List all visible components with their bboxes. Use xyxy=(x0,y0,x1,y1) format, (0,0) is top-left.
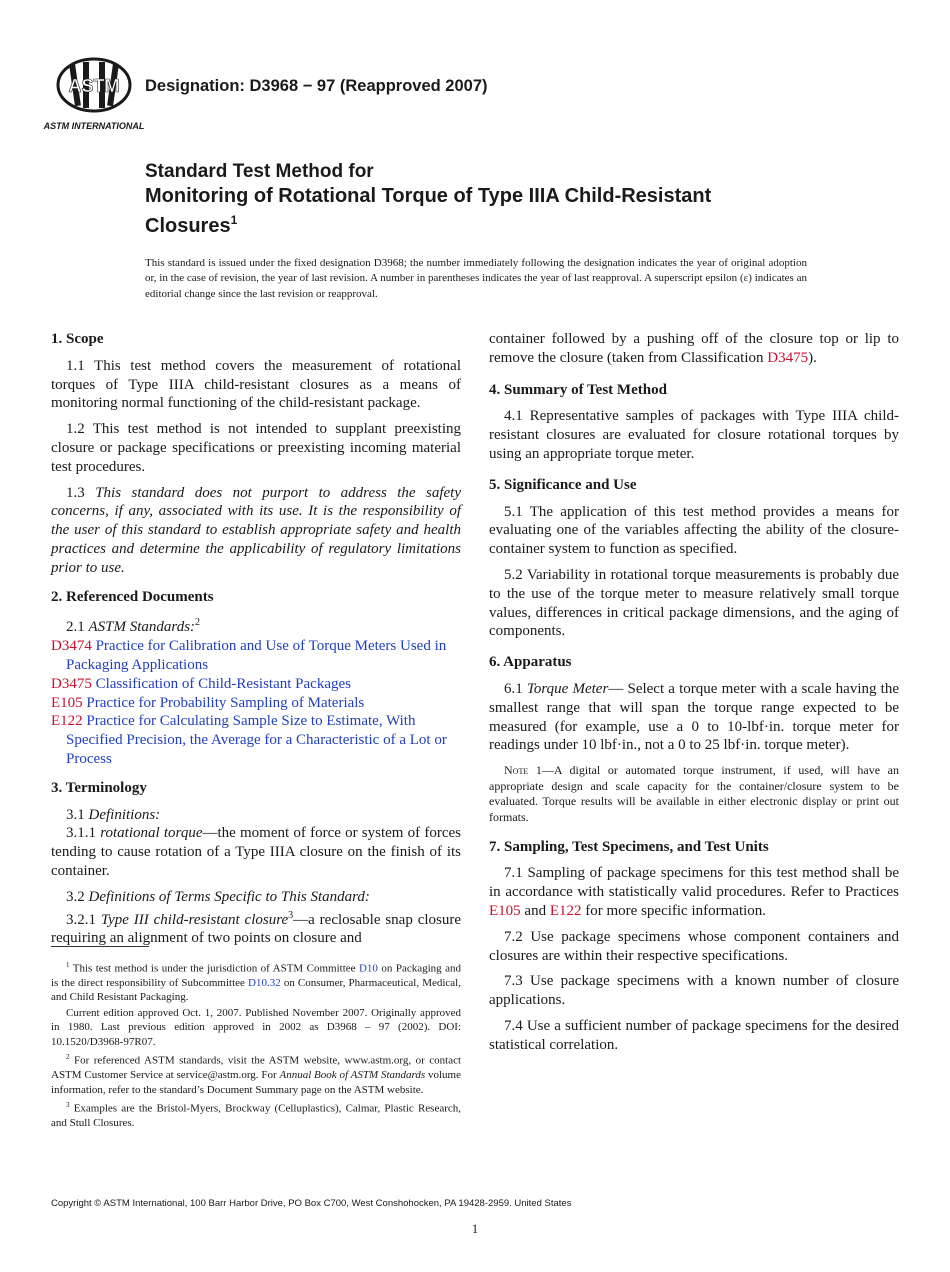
e122-link[interactable]: E122 xyxy=(549,902,582,919)
paragraph-3-2-1: 3.2.1 Type III child-resistant closure$^3$—a reclosable snap closure requiring an alignment of two points on closure and xyxy=(51,909,462,947)
d3475-link[interactable]: D3475 xyxy=(767,349,809,366)
e105-link[interactable]: E105 xyxy=(489,902,521,919)
paragraph-7-2: 7.2 Use package specimens whose component containers and closures are within their respective specifications. xyxy=(489,928,899,964)
section-heading-referenced-documents: 2. Referenced Documents xyxy=(51,588,214,605)
designation: Designation: D3968 − 97 (Reapproved 2007) xyxy=(145,77,488,95)
subcommittee-link[interactable]: D10.32 xyxy=(248,977,281,990)
note-1: Note 1—A digital or automated torque instrument, if used, will have an appropriate design and scale capacity for the container/closure system to be evaluated. Torque results will be available in either electronic display or print out formats. xyxy=(489,763,899,824)
reference-item[interactable]: D3475 Classification of Child-Resistant Packages xyxy=(51,675,351,692)
reference-item[interactable]: D3474 Practice for Calibration and Use of Torque Meters Used in Packaging Applications xyxy=(51,638,447,673)
paragraph-3-1: 3.1 Definitions: xyxy=(66,806,161,823)
paragraph-1-1: 1.1 This test method covers the measurement of rotational torques of Type IIIA child-resistant closures as a means of monitoring normal functioning of the child-resistant package. xyxy=(51,357,461,412)
paragraph-6-1: 6.1 Torque Meter— Select a torque meter with a scale having the smallest range that will span the torque range expected to be measured (for example, use a 0 to 10-lbf·in. torque meter for readings under 10 lbf·in., not a 0 to 25 lbf·in. torque meter). xyxy=(489,680,899,754)
standard-notice: This standard is issued under the fixed designation D3968; the number immediately following the designation indicates the year of original adoption or, in the case of revision, the year of last revision. A number in parentheses indicates the year of last reapproval. A superscript epsilon (ε) indicates an editorial change since the last revision or reapproval. xyxy=(145,257,807,300)
page-number: 1 xyxy=(471,1222,479,1236)
section-heading-scope: 1. Scope xyxy=(51,331,104,347)
paragraph-5-1: 5.1 The application of this test method provides a means for evaluating one of the variables affecting the ability of the closure-container system to function as specified. xyxy=(489,503,899,558)
footnote-divider xyxy=(51,946,149,947)
paragraph-1-2: 1.2 This test method is not intended to supplant preexisting closure or package specifications or preexisting incoming material test procedures. xyxy=(51,421,461,475)
footnote-2: $^2$ For referenced ASTM standards, visit the ASTM website, www.astm.org, or contact ASTM Customer Service at service@astm.org. For Annual Book of ASTM Standards volume information, refer to the standard’s Document Summary page on the ASTM website. xyxy=(51,1053,462,1096)
svg-text:ASTM: ASTM xyxy=(68,76,120,96)
paragraph-2-1: 2.1 ASTM Standards:$^2$ xyxy=(66,617,201,636)
title-footnote-mark: 1 xyxy=(230,213,238,227)
logo-wordmark: ASTM INTERNATIONAL xyxy=(43,121,145,131)
reference-item[interactable]: E122 Practice for Calculating Sample Size to Estimate, With Specified Precision, the Average for a Characteristic of a Lot or Process xyxy=(51,713,447,767)
section-heading-summary: 4. Summary of Test Method xyxy=(489,381,667,398)
title-line-1: Standard Test Method for xyxy=(145,161,374,182)
left-column xyxy=(51,330,461,955)
paragraph-3-2-1-continued: container followed by a pushing off of the closure top or lip to remove the closure (taken from Classification D3475). xyxy=(489,331,899,366)
right-column xyxy=(489,330,899,1061)
footnotes xyxy=(51,958,461,1131)
paragraph-3-1-1: 3.1.1 rotational torque—the moment of force or system of forces tending to cause rotation of a Type IIIA closure on the finish of its container. xyxy=(51,825,462,879)
footnote-3: $^3$ Examples are the Bristol-Myers, Brockway (Celluplastics), Calmar, Plastic Research, and Stull Closures. xyxy=(51,1100,462,1130)
title-line-3: Closures$^1$ xyxy=(145,213,238,237)
section-heading-significance: 5. Significance and Use xyxy=(489,476,637,493)
section-heading-apparatus: 6. Apparatus xyxy=(489,654,572,671)
paragraph-7-4: 7.4 Use a sufficient number of package specimens for the desired statistical correlation. xyxy=(489,1017,899,1053)
footnote-1: $^1$ This test method is under the jurisdiction of ASTM Committee D10 on Packaging and is the direct responsibility of Subcommittee D10.32 on Consumer, Pharmaceutical, Medical, and Child Resistant Packaging. xyxy=(51,961,461,1004)
section-heading-terminology: 3. Terminology xyxy=(51,779,147,796)
paragraph-5-2: 5.2 Variability in rotational torque measurements is probably due to the use of the torque meter to measure relatively small torque values, differences in critical package dimensions, and the aging of components. xyxy=(489,566,899,640)
title-line-2: Monitoring of Rotational Torque of Type IIIA Child-Resistant xyxy=(145,185,712,207)
astm-international-logo xyxy=(43,58,145,134)
copyright-notice: Copyright © ASTM International, 100 Barr Harbor Drive, PO Box C700, West Conshohocken, PA 19428-2959. United States xyxy=(51,1198,572,1209)
paragraph-7-3: 7.3 Use package specimens with a known number of closure applications. xyxy=(489,973,899,1009)
paragraph-3-2: 3.2 Definitions of Terms Specific to This Standard: xyxy=(66,888,370,905)
section-heading-sampling: 7. Sampling, Test Specimens, and Test Units xyxy=(489,838,769,855)
committee-link[interactable]: D10 xyxy=(358,962,378,975)
reference-item[interactable]: E105 Practice for Probability Sampling of Materials xyxy=(51,694,365,711)
paragraph-7-1: 7.1 Sampling of package specimens for this test method shall be in accordance with statistically valid procedures. Refer to Practices E105 and E122 for more specific information. xyxy=(489,865,899,919)
document-title xyxy=(145,160,845,238)
paragraph-1-3: 1.3 This standard does not purport to address the safety concerns, if any, associated with its use. It is the responsibility of the user of this standard to establish appropriate safety and health practices and determine the applicability of regulatory limitations prior to use. xyxy=(51,484,462,576)
paragraph-4-1: 4.1 Representative samples of packages with Type IIIA child-resistant closures are evaluated for closure rotational torques by using an appropriate torque meter. xyxy=(489,408,899,462)
footnote-1-edition: Current edition approved Oct. 1, 2007. Published November 2007. Originally approved in 1980. Last previous edition approved in 2002 as D3968 – 97 (2002). DOI: 10.1520/D3968-97R07. xyxy=(51,1006,461,1048)
